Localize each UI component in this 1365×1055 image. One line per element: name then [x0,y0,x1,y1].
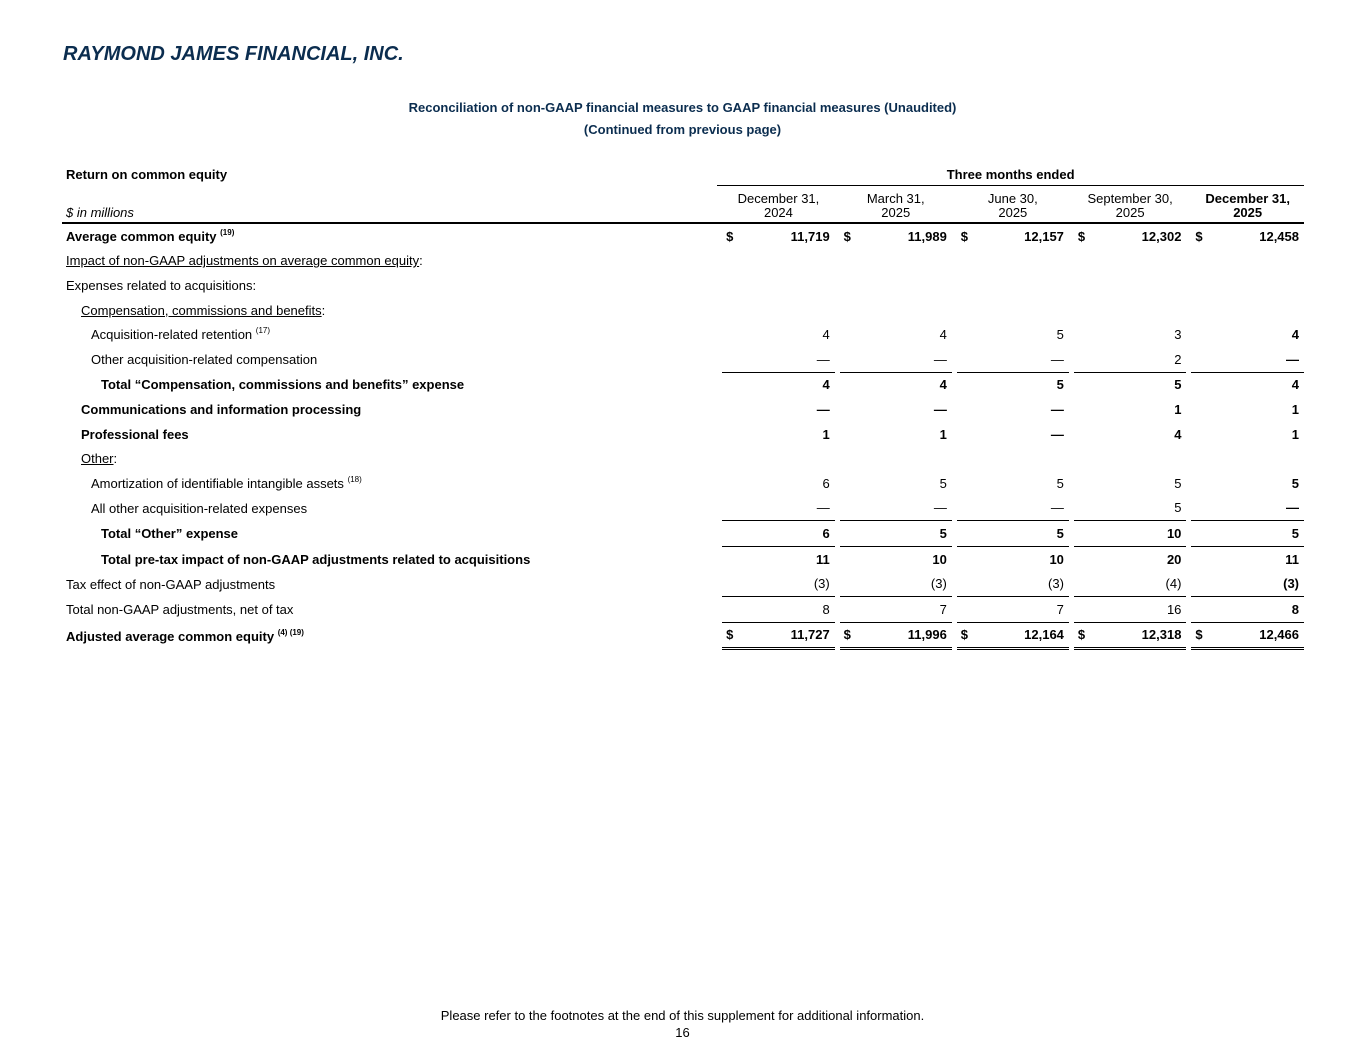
column-header [1074,186,1187,224]
table-row [62,249,1304,274]
row-label: Total “Compensation, commissions and benefits” expense [101,377,465,393]
table-row [62,224,1304,249]
column-header-line1: September 30, [1087,191,1173,206]
page-number: 16 [675,1025,690,1040]
value-cell [1191,273,1304,298]
value-cell [957,273,1069,298]
value-cell: — [933,401,947,417]
column-header-line1: March 31, [866,191,925,206]
value-cell: — [957,347,1069,373]
currency-symbol: $ [726,228,734,244]
table-row [62,496,1304,522]
row-label: Impact of non-GAAP adjustments on average common equity: [66,253,423,269]
table-row [62,521,1304,547]
value-cell: 5 [1174,475,1182,491]
company-name: RAYMOND JAMES FINANCIAL, INC. [63,43,404,65]
value-cell [840,273,952,298]
value-cell: 5 [1074,496,1187,522]
column-header-line2: 2024 [763,205,793,220]
value-cell [1191,298,1304,323]
value-cell [1074,273,1187,298]
value-cell: 5 [1056,475,1064,491]
column-header-line2: 2025 [998,205,1028,220]
column-header-line1: June 30, [987,191,1038,206]
units-label: $ in millions [62,186,717,224]
value-cell: 8 [722,597,835,623]
value-cell: — [840,347,952,373]
value-cell: 4 [822,377,830,393]
table-row [62,623,1304,651]
row-label: Expenses related to acquisitions: [66,277,257,293]
value-cell: (3) [1191,571,1304,597]
currency-symbol: $ [843,228,851,244]
row-label: Other acquisition-related compensation [91,352,318,368]
value-cell: 8 [1191,597,1304,623]
roe-reconciliation-table [62,163,1304,650]
currency-symbol: $ [1077,228,1086,244]
value-cell: 1 [939,426,947,442]
value-cell: 4 [822,327,830,343]
value-cell: (4) [1074,571,1187,597]
column-header-line2: 2025 [881,205,911,220]
value-cell [722,249,835,274]
value-cell: 1 [1291,401,1299,417]
section-title: Return on common equity [66,167,228,182]
row-label: Acquisition-related retention $^{(17)}$ [91,326,271,343]
row-label: Other: [81,451,118,467]
value-cell: 7 [957,597,1069,623]
column-header [840,186,952,224]
column-header-line1: December 31, [737,191,820,206]
table-row [62,298,1304,323]
value-cell: 5 [840,521,952,547]
value-cell: 5 [957,521,1069,547]
value-cell [1074,446,1187,471]
currency-symbol: $ [1195,627,1203,643]
column-header [1191,186,1304,224]
value-cell: 5 [1056,377,1064,393]
value-cell: 4 [1174,426,1182,442]
report-title: Reconciliation of non-GAAP financial measures to GAAP financial measures (Unaudited) [408,100,957,115]
value-cell [1074,249,1187,274]
value-cell: $ 11,996 [840,623,952,651]
value-cell: — [1191,347,1304,373]
table-row [62,571,1304,597]
value-cell: $ 12,466 [1191,623,1304,651]
value-cell: $ 11,727 [722,623,835,651]
value-cell [1191,249,1304,274]
value-cell: — [1050,401,1064,417]
value-cell: 4 [1291,377,1299,393]
column-header-row [62,186,1304,224]
row-label: Tax effect of non-GAAP adjustments [66,576,276,592]
row-label: All other acquisition-related expenses [91,500,308,516]
value-cell: 10 [1074,521,1187,547]
report-subtitle: (Continued from previous page) [583,122,782,137]
row-label: Amortization of identifiable intangible assets $^{(18)}$ [91,474,362,491]
table-header-row [62,163,1304,186]
value-cell: 6 [822,475,830,491]
value-cell: 20 [1166,551,1182,567]
value-cell [722,446,835,471]
value-cell: — [1191,496,1304,522]
table-row [62,273,1304,298]
value-cell: — [840,496,952,522]
table-row [62,446,1304,471]
value-cell: $ 12,302 [1077,228,1182,244]
currency-symbol: $ [1195,228,1203,244]
value-cell: 1 [822,426,830,442]
currency-symbol: $ [726,627,734,643]
row-label: Total pre-tax impact of non-GAAP adjustments related to acquisitions [101,551,531,567]
value-cell: 5 [1056,327,1064,343]
table-row [62,547,1304,572]
value-cell: — [957,496,1069,522]
currency-symbol: $ [1077,627,1086,643]
column-header-line2: 2025 [1233,205,1263,220]
value-cell: 11 [1285,551,1299,567]
row-label: Average common equity $^{(19)}$ [66,227,235,244]
value-cell: 6 [722,521,835,547]
value-cell [840,446,952,471]
value-cell: (3) [957,571,1069,597]
value-cell: — [1050,426,1064,442]
value-cell: $ 11,719 [726,228,830,244]
footnote-reference: Please refer to the footnotes at the end of this supplement for additional information. [440,1008,925,1023]
row-label: Communications and information processing [81,401,362,417]
column-header [957,186,1069,224]
value-cell [1191,446,1304,471]
value-cell: — [722,347,835,373]
column-header-line1: December 31, [1205,191,1290,206]
value-cell: 4 [939,327,947,343]
value-cell [840,249,952,274]
value-cell: 10 [1049,551,1064,567]
table-row [62,397,1304,422]
value-cell [1074,298,1187,323]
table-row [62,422,1304,447]
row-label: Total non-GAAP adjustments, net of tax [66,602,294,618]
value-cell: 4 [1291,327,1299,343]
row-label: Total “Other” expense [101,526,239,542]
value-cell [722,298,835,323]
table-row [62,322,1304,347]
column-header [722,186,835,224]
value-cell: $ 12,164 [957,623,1069,651]
currency-symbol: $ [843,627,851,643]
value-cell: 2 [1074,347,1187,373]
value-cell: 3 [1174,327,1182,343]
value-cell: 1 [1291,426,1299,442]
value-cell: $ 12,318 [1074,623,1187,651]
table-row [62,373,1304,398]
value-cell: $ 12,458 [1195,228,1299,244]
value-cell: 5 [1191,521,1304,547]
value-cell [840,298,952,323]
value-cell [722,273,835,298]
value-cell: (3) [722,571,835,597]
column-header-line2: 2025 [1115,205,1145,220]
value-cell: (3) [840,571,952,597]
row-label: Adjusted average common equity $^{(4) (19)}$ [66,627,304,644]
value-cell: $ 12,157 [960,228,1064,244]
value-cell [957,249,1069,274]
value-cell: 10 [932,551,947,567]
currency-symbol: $ [960,228,968,244]
value-cell: 4 [939,377,947,393]
period-header: Three months ended [717,163,1304,186]
value-cell: 5 [1291,475,1299,491]
value-cell: $ 11,989 [843,228,947,244]
value-cell: 5 [939,475,947,491]
table-row [62,347,1304,373]
row-label: Professional fees [81,426,189,442]
value-cell [957,298,1069,323]
table-row [62,471,1304,496]
value-cell: 5 [1174,377,1182,393]
value-cell: 7 [840,597,952,623]
value-cell [957,446,1069,471]
currency-symbol: $ [960,627,968,643]
row-label: Compensation, commissions and benefits: [81,302,326,318]
value-cell: — [722,496,835,522]
value-cell: 11 [815,551,830,567]
value-cell: — [816,401,830,417]
value-cell: 1 [1174,401,1182,417]
value-cell: 16 [1074,597,1187,623]
table-row [62,597,1304,623]
